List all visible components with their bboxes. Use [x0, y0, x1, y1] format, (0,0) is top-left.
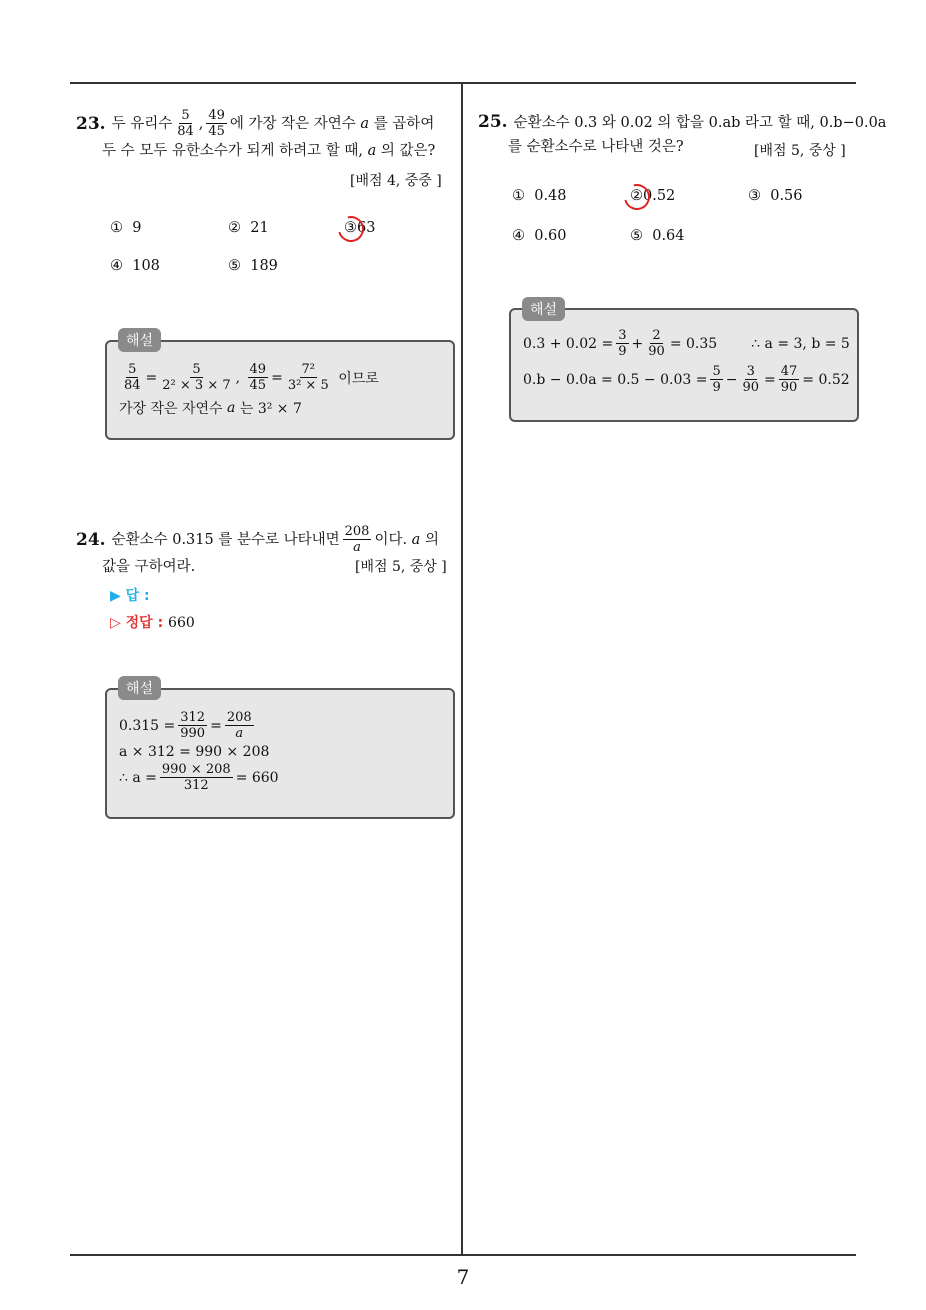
score-label: [배점 5, 중상 ]: [754, 143, 846, 159]
choice-5[interactable]: ⑤ 0.64: [630, 228, 685, 244]
explanation-box: [105, 340, 455, 440]
bottom-rule: [70, 1254, 856, 1256]
explanation-box: [105, 688, 455, 819]
explanation-line: ∴ a = $\frac{990 \times 208}{312}$ = 660: [119, 762, 279, 793]
score-label: [배점 5, 중상 ]: [355, 559, 447, 575]
variable: a: [411, 531, 421, 548]
question-text: 를 곱하여: [373, 115, 435, 132]
correct-answer: ▷ 정답 : 660: [110, 615, 195, 631]
choice-3[interactable]: ③63: [344, 220, 376, 236]
question-23: 23. 두 유리수 $\frac{5}{84}$ , $\frac{49}{45}$ 에 가장 작은 자연수 a 를 곱하여 두 수 모두 유한소수가 되게 하려고 할 때, a 의 값은?: [76, 108, 436, 159]
fraction: $\frac{5}{84}$: [177, 108, 194, 139]
question-text: 두 유리수: [111, 115, 173, 132]
question-number: 24.: [76, 529, 106, 550]
choice-3[interactable]: ③ 0.56: [748, 188, 803, 204]
question-text: 값을 구하여라.: [102, 559, 196, 575]
explanation-line: 가장 작은 자연수 a 는 3² × 7: [119, 400, 302, 417]
page-number: 7: [456, 1265, 470, 1289]
fraction: $\frac{208}{a}$: [344, 524, 370, 555]
choice-4[interactable]: ④ 0.60: [512, 228, 567, 244]
explanation-tag: 해설: [118, 328, 161, 352]
explanation-tag: 해설: [118, 676, 161, 700]
explanation-line: 0.b − 0.0a = 0.5 − 0.03 = $\frac{5}{9}$ − $\frac{3}{90}$ = $\frac{47}{90}$ = 0.52: [523, 364, 850, 395]
question-text: 이다.: [374, 531, 408, 548]
question-text: 의 값은?: [380, 143, 436, 159]
explanation-line: 0.315 = $\frac{312}{990}$ = $\frac{208}{a}$: [119, 710, 252, 741]
answer-label: ▶ 답 :: [110, 588, 150, 604]
choice-1[interactable]: ① 9: [110, 220, 142, 236]
explanation-line: 0.3 + 0.02 = $\frac{3}{9}$ + $\frac{2}{90}$ = 0.35 ∴ a = 3, b = 5: [523, 328, 850, 359]
choice-2[interactable]: ② 21: [228, 220, 269, 236]
choice-4[interactable]: ④ 108: [110, 258, 160, 274]
question-number: 23.: [76, 113, 106, 134]
selected-answer-mark: [333, 211, 369, 247]
explanation-box: [509, 308, 859, 422]
question-text: 를 순환소수로 나타낸 것은?: [508, 139, 684, 155]
question-text: 두 수 모두 유한소수가 되게 하려고 할 때,: [102, 143, 363, 159]
choice-1[interactable]: ① 0.48: [512, 188, 567, 204]
explanation-line: a × 312 = 990 × 208: [119, 744, 270, 760]
question-text: 순환소수 0.315 를 분수로 나타내면: [111, 531, 340, 548]
column-divider: [461, 82, 463, 1255]
variable: a: [360, 115, 370, 132]
explanation-tag: 해설: [522, 297, 565, 321]
choice-2[interactable]: ②0.52: [630, 188, 676, 204]
question-text: 순환소수 0.3 와 0.02 의 합을 0.ab 라고 할 때, 0.b−0.0a: [513, 115, 887, 131]
question-number: 25.: [478, 112, 508, 132]
choice-5[interactable]: ⑤ 189: [228, 258, 278, 274]
score-label: [배점 4, 중중 ]: [350, 173, 442, 189]
variable: a: [367, 143, 377, 159]
explanation-line: $\frac{5}{84}$ = $\frac{5}{\text{2² × 3 × 7}}$ , $\frac{49}{45}$ = $\frac{\text{7²}}{\text{3² × 5}}$ 이므로: [124, 362, 379, 393]
top-rule: [70, 82, 856, 84]
fraction: $\frac{49}{45}$: [208, 108, 225, 139]
question-text: 에 가장 작은 자연수: [229, 115, 356, 132]
question-text: 의: [424, 531, 439, 548]
selected-answer-mark: [619, 179, 655, 215]
